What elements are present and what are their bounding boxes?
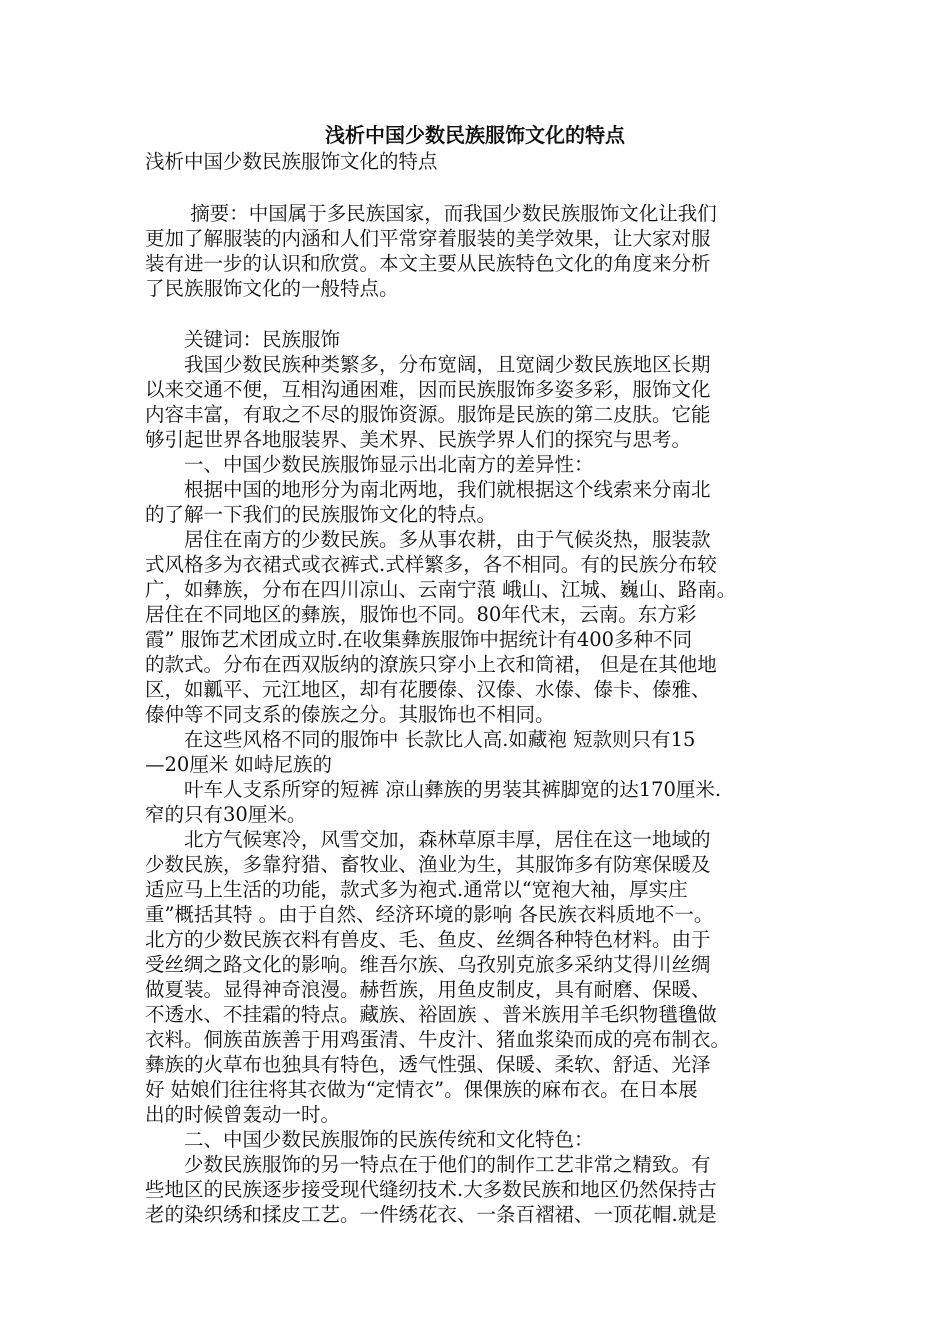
body-line: 受丝绸之路文化的影响。维吾尔族、乌孜别克旅多采纳艾得川丝绸 — [145, 953, 711, 976]
body-line: 的了解一下我们的民族服饰文化的特点。 — [145, 503, 497, 526]
body-line: 适应马上生活的功能，款式多为袍式.通常以“宽袍大袖，厚实庄 — [145, 878, 688, 901]
keywords-line: 关键词：民族服饰 — [145, 328, 341, 351]
body-line: 居住在南方的少数民族。多从事农耕，由于气候炎热，服装款 — [145, 528, 711, 551]
body-line: 的款式。分布在西双版纳的潦族只穿小上衣和筒裙， 但是在其他地 — [145, 653, 717, 676]
body-line: 好 姑娘们往往将其衣做为“定情衣”。倮倮族的麻布衣。在日本展 — [145, 1078, 698, 1101]
body-line: 少数民族服饰的另一特点在于他们的制作工艺非常之精致。有 — [145, 1153, 711, 1176]
body-line: 广，如彝族，分布在四川凉山、云南宁蒗 峨山、江城、巍山、路南。 — [145, 578, 737, 601]
section-heading: 一、中国少数民族服饰显示出北南方的差异性： — [145, 453, 594, 476]
body-line: 傣仲等不同支系的傣族之分。其服饰也不相同。 — [145, 703, 555, 726]
body-line: 在这些风格不同的服饰中 长款比人高.如藏袍 短款则只有15 — [145, 728, 696, 751]
body-line: 够引起世界各地服装界、美术界、民族学界人们的探究与思考。 — [145, 428, 692, 451]
body-line: 彝族的火草布也独具有特色，透气性强、保暖、柔软、舒适、光泽 — [145, 1053, 711, 1076]
section-heading: 二、中国少数民族服饰的民族传统和文化特色： — [145, 1128, 594, 1151]
abstract-line: 摘要：中国属于多民族国家，而我国少数民族服饰文化让我们 — [145, 202, 717, 225]
document-title: 浅析中国少数民族服饰文化的特点 — [325, 123, 625, 147]
body-line: 区，如瓤平、元江地区，却有花腰傣、汉傣、水傣、傣卡、傣雅、 — [145, 678, 711, 701]
body-line: 些地区的民族逐步接受现代缝纫技术.大多数民族和地区仍然保持古 — [145, 1178, 717, 1201]
body-line: 以来交通不便，互相沟通困难，因而民族服饰多姿多彩，服饰文化 — [145, 378, 711, 401]
body-line: 老的染织绣和揉皮工艺。一件绣花衣、一条百褶裙、一顶花帽.就是 — [145, 1203, 717, 1226]
body-line: 叶车人支系所穿的短裤 凉山彝族的男装其裤脚宽的达170厘米. — [145, 778, 722, 801]
abstract-line: 更加了解服装的内涵和人们平常穿着服装的美学效果，让大家对服 — [145, 227, 711, 250]
body-line: 我国少数民族种类繁多，分布宽阔，且宽阔少数民族地区长期 — [145, 353, 711, 376]
body-line: 式风格多为衣裙式或衣裤式.式样繁多，各不相同。有的民族分布较 — [145, 553, 717, 576]
body-line: 做夏装。显得神奇浪漫。赫哲族，用鱼皮制皮，具有耐磨、保暖、 — [145, 978, 711, 1001]
body-line: —20厘米 如峙尼族的 — [145, 753, 333, 776]
body-line: 窄的只有30厘米。 — [145, 803, 307, 826]
body-line: 居住在不同地区的彝族，服饰也不同。80年代末，云南。东方彩 — [145, 603, 697, 626]
body-line: 北方的少数民族衣料有兽皮、毛、鱼皮、丝绸各种特色材料。由于 — [145, 928, 711, 951]
abstract-line: 了民族服饰文化的一般特点。 — [145, 277, 399, 300]
body-line: 内容丰富，有取之不尽的服饰资源。服饰是民族的第二皮肤。它能 — [145, 403, 711, 426]
body-line: 少数民族，多靠狩猎、畜牧业、渔业为生，其服饰多有防寒保暖及 — [145, 853, 711, 876]
body-line: 根据中国的地形分为南北两地，我们就根据这个线索来分南北 — [145, 478, 711, 501]
body-line: 出的时候曾轰动一时。 — [145, 1103, 341, 1126]
body-line: 重”概括其特 。由于自然、经济环境的影响 各民族衣料质地不一。 — [145, 903, 714, 926]
body-line: 衣料。侗族苗族善于用鸡蛋清、牛皮汁、猪血浆染而成的亮布制衣。 — [145, 1028, 731, 1051]
body-line: 不透水、不挂霜的特点。藏族、裕固族 、普米族用羊毛织物氆氇做 — [145, 1003, 717, 1026]
abstract-line: 装有进一步的认识和欣赏。本文主要从民族特色文化的角度来分析 — [145, 252, 711, 275]
body-line: 霞” 服饰艺术团成立时.在收集彝族服饰中据统计有400多种不同 — [145, 628, 693, 651]
body-line: 北方气候寒冷，风雪交加，森林草原丰厚，居住在这一地域的 — [145, 828, 711, 851]
subtitle-line: 浅析中国少数民族服饰文化的特点 — [145, 150, 438, 173]
